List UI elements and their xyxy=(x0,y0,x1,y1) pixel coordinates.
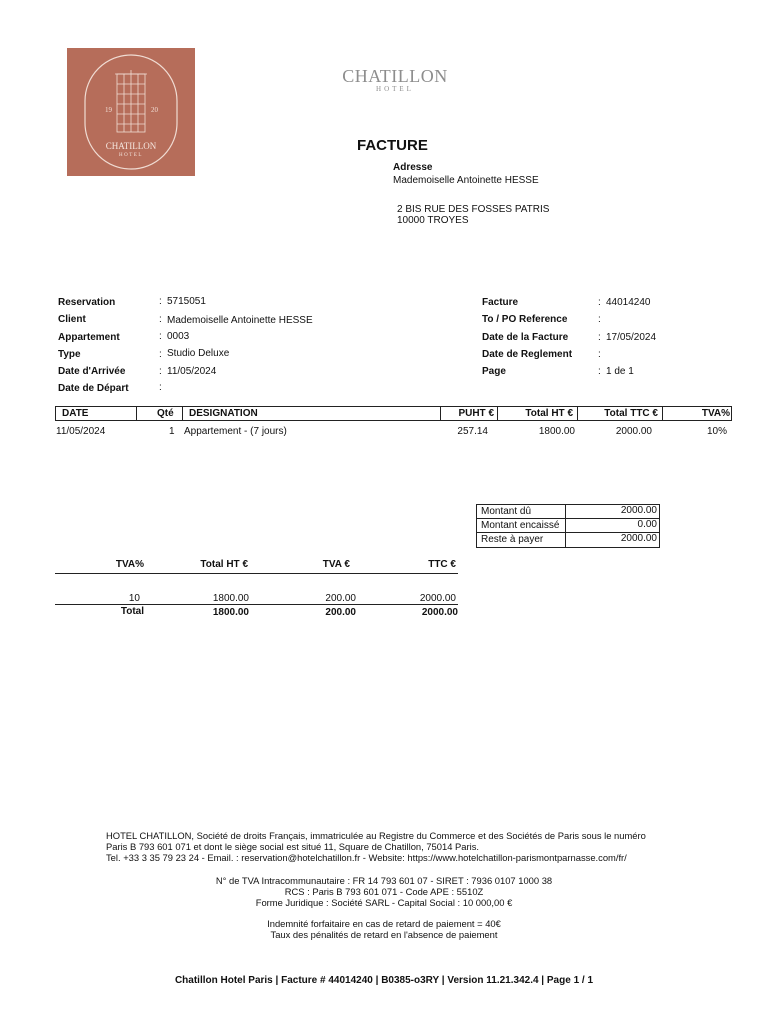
meta-key-facture: Facture xyxy=(482,297,519,308)
hotel-logo-emblem xyxy=(67,48,195,176)
meta-colon: : xyxy=(159,349,162,360)
vat-header-total-ht: Total HT € xyxy=(200,559,248,570)
col-header-date: DATE xyxy=(62,408,89,419)
meta-colon: : xyxy=(159,314,162,325)
column-divider xyxy=(136,407,137,420)
meta-colon: : xyxy=(159,366,162,377)
amount-row-remaining xyxy=(477,533,659,547)
footer-line: Forme Juridique : Société SARL - Capital Social : 10 000,00 € xyxy=(255,897,513,908)
address-name: Mademoiselle Antoinette HESSE xyxy=(393,175,539,186)
meta-value-arrival: 11/05/2024 xyxy=(167,366,217,377)
divider xyxy=(55,573,458,574)
vat-row-ttc: 2000.00 xyxy=(419,593,456,604)
meta-colon: : xyxy=(159,382,162,393)
cell-total-ht: 1800.00 xyxy=(538,426,575,437)
vat-total-ht: 1800.00 xyxy=(212,607,249,618)
cell-date: 11/05/2024 xyxy=(56,426,106,437)
meta-value-type: Studio Deluxe xyxy=(167,348,230,359)
divider xyxy=(55,604,458,605)
vat-header-rate: TVA% xyxy=(115,559,144,570)
meta-value-client: Mademoiselle Antoinette HESSE xyxy=(167,315,313,326)
vat-header-tva: TVA € xyxy=(322,559,350,570)
meta-value-invoice-date: 17/05/2024 xyxy=(606,332,657,343)
vat-total-label: Total xyxy=(120,606,144,617)
cell-qty: 1 xyxy=(169,426,175,437)
cell-total-ttc: 2000.00 xyxy=(615,426,652,437)
brand-wordmark xyxy=(300,66,490,93)
cell-puht: 257.14 xyxy=(457,426,488,437)
amount-label-remaining: Reste à payer xyxy=(481,534,544,545)
meta-colon: : xyxy=(598,314,601,325)
vat-row-total-ht: 1800.00 xyxy=(212,593,249,604)
col-header-total-ttc: Total TTC € xyxy=(604,408,658,419)
hotel-logo xyxy=(67,48,195,176)
meta-key-invoice-date: Date de la Facture xyxy=(482,332,569,343)
meta-key-po-reference: To / PO Reference xyxy=(482,314,568,325)
footer-line: Indemnité forfaitaire en cas de retard de paiement = 40€ xyxy=(267,918,501,929)
meta-key-reservation: Reservation xyxy=(58,297,116,308)
vat-total-ttc: 2000.00 xyxy=(421,607,458,618)
footer-line: Paris B 793 601 071 et dont le siège social est situé 11, Square de Chatillon, 75014 Paris. xyxy=(106,841,479,852)
cell-designation: Appartement - (7 jours) xyxy=(184,426,287,437)
meta-value-facture: 44014240 xyxy=(606,297,651,308)
vat-header-ttc: TTC € xyxy=(428,559,456,570)
amount-value-remaining: 2000.00 xyxy=(620,533,657,544)
svg-text:CHATILLON: CHATILLON xyxy=(105,141,157,151)
col-header-qty: Qté xyxy=(157,408,174,419)
meta-key-arrival: Date d'Arrivée xyxy=(58,366,126,377)
brand-sub: HOTEL xyxy=(376,85,414,93)
meta-key-client: Client xyxy=(58,314,86,325)
amount-label-paid: Montant encaissé xyxy=(481,520,560,531)
amount-value-paid: 0.00 xyxy=(637,519,657,530)
amount-value-due: 2000.00 xyxy=(620,505,657,516)
meta-colon: : xyxy=(598,349,601,360)
footer-penalty-block xyxy=(0,918,768,940)
svg-text:20: 20 xyxy=(151,106,158,114)
meta-key-type: Type xyxy=(58,349,81,360)
page-footer-summary: Chatillon Hotel Paris | Facture # 44014240 | B0385-o3RY | Version 11.21.342.4 | Page 1 / 1 xyxy=(174,975,594,986)
meta-colon: : xyxy=(598,297,601,308)
col-header-designation: DESIGNATION xyxy=(189,408,258,419)
svg-text:19: 19 xyxy=(105,106,112,114)
footer-line: RCS : Paris B 793 601 071 - Code APE : 5510Z xyxy=(284,886,484,897)
amount-summary-box xyxy=(476,504,660,548)
meta-colon: : xyxy=(159,331,162,342)
col-header-total-ht: Total HT € xyxy=(525,408,573,419)
footer-line: HOTEL CHATILLON, Société de droits Français, immatriculée au Registre du Commerce et des Sociétés de Paris sous le numéro xyxy=(106,830,646,841)
amount-row-due xyxy=(477,505,659,519)
amount-label-due: Montant dû xyxy=(481,506,532,517)
vat-row-tva: 200.00 xyxy=(325,593,356,604)
meta-key-page: Page xyxy=(482,366,506,377)
address-street: 2 BIS RUE DES FOSSES PATRIS xyxy=(397,204,550,215)
footer-line: Taux des pénalités de retard en l'absence de paiement xyxy=(270,929,498,940)
meta-key-appartement: Appartement xyxy=(58,332,120,343)
meta-value-appartement: 0003 xyxy=(167,331,190,342)
col-header-tva: TVA% xyxy=(701,408,730,419)
meta-colon: : xyxy=(598,366,601,377)
address-city: 10000 TROYES xyxy=(397,215,469,226)
footer-legal-block xyxy=(106,830,766,863)
vat-row-rate: 10 xyxy=(128,593,140,604)
address-label: Adresse xyxy=(393,162,433,173)
cell-tva: 10% xyxy=(706,426,727,437)
vat-total-tva: 200.00 xyxy=(325,607,356,618)
footer-registration-block xyxy=(0,875,768,908)
footer-line: Tel. +33 3 35 79 23 24 - Email. : reservation@hotelchatillon.fr - Website: https://www.hotelchatillon-parismontparnasse.com/fr/ xyxy=(106,852,627,863)
document-title: FACTURE xyxy=(357,137,428,154)
amount-row-paid xyxy=(477,519,659,533)
meta-value-page: 1 de 1 xyxy=(606,366,634,377)
column-divider xyxy=(182,407,183,420)
meta-colon: : xyxy=(159,296,162,307)
brand-name: CHATILLON xyxy=(342,66,448,86)
line-items-header xyxy=(55,406,732,421)
meta-value-reservation: 5715051 xyxy=(167,296,206,307)
col-header-puht: PUHT € xyxy=(458,408,494,419)
meta-colon: : xyxy=(598,332,601,343)
meta-key-departure: Date de Départ xyxy=(58,383,129,394)
svg-text:HOTEL: HOTEL xyxy=(119,153,143,158)
meta-key-payment-date: Date de Reglement xyxy=(482,349,573,360)
footer-line: N° de TVA Intracommunautaire : FR 14 793 601 07 - SIRET : 7936 0107 1000 38 xyxy=(215,875,553,886)
